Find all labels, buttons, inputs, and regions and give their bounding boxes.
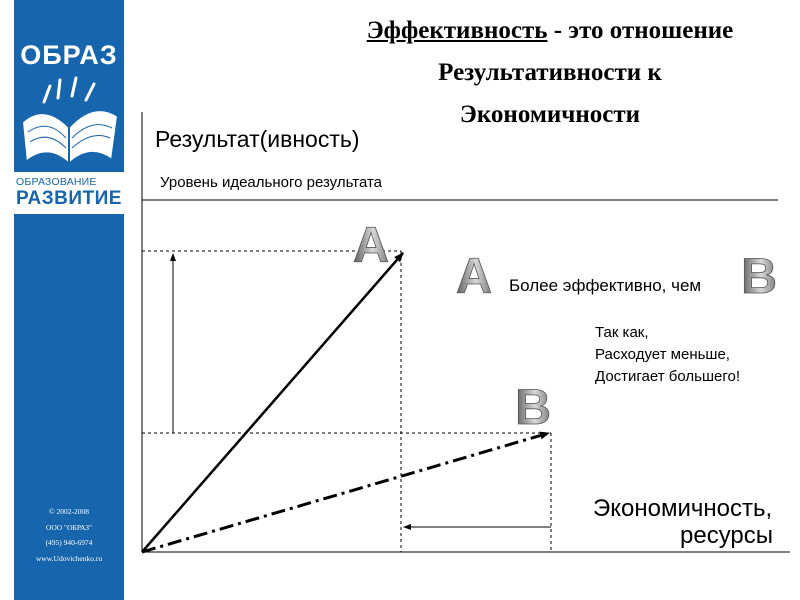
vector-a-arrow bbox=[142, 253, 403, 552]
point-a-letter: A bbox=[352, 217, 390, 273]
phone-line: (495) 940-6974 bbox=[45, 538, 93, 547]
point-b-letter: B bbox=[514, 379, 552, 435]
explanation-block bbox=[595, 322, 740, 388]
comparison-text: Более эффективно, чем bbox=[509, 276, 702, 295]
vector-b-arrow bbox=[142, 433, 549, 552]
logo-title: ОБРАЗ bbox=[20, 40, 118, 70]
x-axis-label-line-1: Экономичность, bbox=[593, 495, 773, 522]
title-term: Эффективность bbox=[366, 17, 548, 44]
title-line-2: Результативности к bbox=[438, 59, 662, 86]
y-axis-label: Результат(ивность) bbox=[155, 126, 360, 152]
copyright-line: © 2002-2008 bbox=[48, 507, 90, 516]
explanation-line-1: Так как, bbox=[595, 324, 649, 341]
comparison-letter-b: B bbox=[740, 248, 778, 304]
title-line-3: Экономичности bbox=[459, 101, 641, 128]
explanation-line-2: Расходует меньше, bbox=[595, 346, 730, 363]
explanation-line-3: Достигает большего! bbox=[595, 368, 740, 385]
website-line: www.Udovichenko.ru bbox=[35, 553, 103, 563]
title-rest: - это отношение bbox=[547, 17, 734, 44]
ideal-level-label: Уровень идеального результата bbox=[160, 174, 382, 191]
comparison-letter-a: A bbox=[455, 248, 493, 304]
logo-line-development: РАЗВИТИЕ bbox=[16, 188, 122, 209]
x-axis-label-line-2: ресурсы bbox=[680, 522, 774, 549]
logo-line-education: ОБРАЗОВАНИЕ bbox=[16, 176, 97, 188]
company-line: ООО "ОБРАЗ" bbox=[45, 522, 93, 532]
